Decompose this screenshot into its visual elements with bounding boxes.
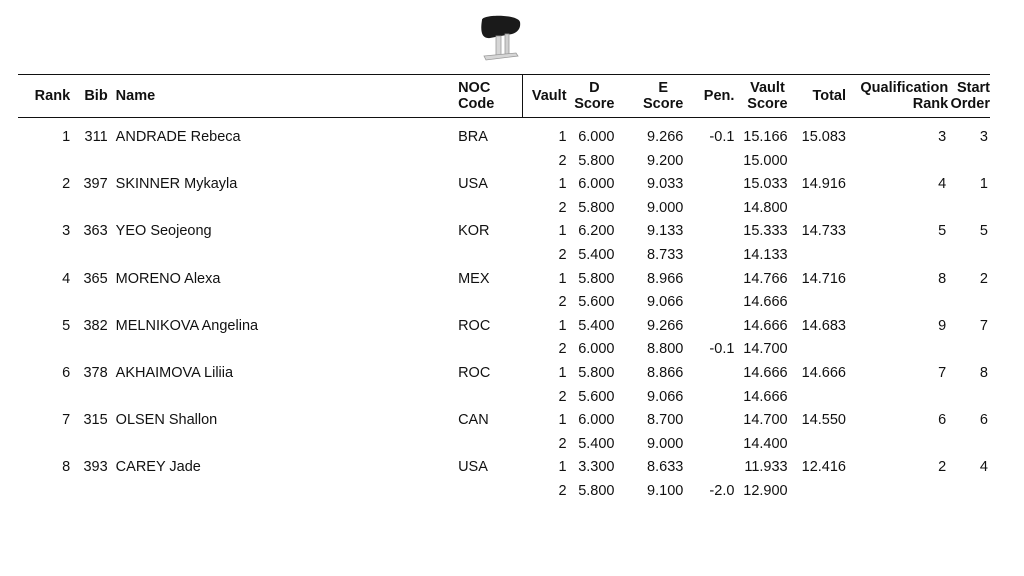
noc-cell: ROC bbox=[458, 317, 491, 334]
name-cell: ANDRADE Rebeca bbox=[115, 129, 241, 145]
d-score-cell: 5.400 bbox=[578, 317, 615, 334]
bib-cell: 365 bbox=[83, 270, 108, 287]
vault-score-cell: 15.033 bbox=[743, 176, 788, 193]
col-penalty: Pen. bbox=[703, 88, 735, 104]
vault-number-cell: 2 bbox=[558, 482, 567, 499]
start-order-cell bbox=[948, 480, 990, 504]
start-order-cell bbox=[948, 291, 990, 315]
table-row bbox=[18, 173, 990, 197]
start-order-cell bbox=[948, 338, 990, 362]
rank-cell: 5 bbox=[62, 317, 71, 334]
e-score-cell: 9.100 bbox=[647, 482, 684, 499]
noc-cell bbox=[458, 386, 523, 410]
noc-cell bbox=[458, 480, 523, 504]
name-cell bbox=[108, 338, 458, 362]
penalty-cell bbox=[683, 409, 734, 433]
name-cell: MORENO Alexa bbox=[115, 270, 221, 287]
vault-number-cell: 2 bbox=[558, 152, 567, 169]
total-cell: 14.733 bbox=[801, 223, 846, 240]
bib-cell: 315 bbox=[83, 412, 108, 429]
d-score-cell: 6.000 bbox=[578, 176, 615, 193]
noc-cell: CAN bbox=[458, 412, 489, 429]
qualification-rank-cell bbox=[846, 291, 948, 315]
d-score-cell: 5.600 bbox=[578, 294, 615, 311]
e-score-cell: 9.266 bbox=[647, 317, 684, 334]
penalty-cell: -0.1 bbox=[709, 341, 735, 358]
table-row bbox=[18, 409, 990, 433]
name-cell: SKINNER Mykayla bbox=[115, 176, 238, 193]
total-cell: 15.083 bbox=[801, 129, 846, 145]
name-cell: CAREY Jade bbox=[115, 459, 201, 476]
name-cell: MELNIKOVA Angelina bbox=[115, 317, 259, 334]
vault-score-cell: 14.666 bbox=[743, 388, 788, 405]
qualification-rank-cell: 3 bbox=[938, 129, 947, 145]
vault-score-cell: 15.333 bbox=[743, 223, 788, 240]
vault-number-cell: 1 bbox=[558, 364, 567, 381]
qualification-rank-cell bbox=[846, 150, 948, 174]
vault-number-cell: 1 bbox=[558, 270, 567, 287]
vault-number-cell: 2 bbox=[558, 246, 567, 263]
qualification-rank-cell bbox=[846, 197, 948, 221]
table-row bbox=[18, 268, 990, 292]
start-order-cell: 7 bbox=[979, 317, 988, 334]
name-cell bbox=[108, 480, 458, 504]
vault-table-icon bbox=[476, 12, 524, 64]
e-score-cell: 8.866 bbox=[647, 364, 684, 381]
vault-number-cell: 1 bbox=[558, 459, 567, 476]
vault-number-cell: 1 bbox=[558, 317, 567, 334]
noc-cell bbox=[458, 197, 523, 221]
rank-cell bbox=[18, 480, 70, 504]
vault-number-cell: 2 bbox=[558, 435, 567, 452]
rank-cell bbox=[18, 433, 70, 457]
bib-cell bbox=[70, 244, 108, 268]
bib-cell bbox=[70, 197, 108, 221]
rank-cell: 6 bbox=[62, 364, 71, 381]
e-score-cell: 9.200 bbox=[647, 152, 684, 169]
vault-score-cell: 14.400 bbox=[743, 435, 788, 452]
table-row bbox=[18, 338, 990, 362]
rank-cell: 8 bbox=[62, 459, 71, 476]
d-score-cell: 5.800 bbox=[578, 482, 615, 499]
col-noc-code: NOC Code bbox=[458, 75, 523, 118]
noc-cell bbox=[458, 338, 523, 362]
vault-score-cell: 14.666 bbox=[743, 294, 788, 311]
total-cell bbox=[788, 338, 846, 362]
start-order-cell bbox=[948, 197, 990, 221]
penalty-cell: -2.0 bbox=[709, 482, 735, 499]
name-cell bbox=[108, 291, 458, 315]
table-row bbox=[18, 480, 990, 504]
e-score-cell: 8.966 bbox=[647, 270, 684, 287]
bib-cell: 378 bbox=[83, 364, 108, 381]
table-row bbox=[18, 220, 990, 244]
vault-number-cell: 2 bbox=[558, 341, 567, 358]
penalty-cell bbox=[683, 197, 734, 221]
e-score-cell: 9.000 bbox=[647, 435, 684, 452]
noc-cell: USA bbox=[458, 176, 488, 193]
vault-number-cell: 1 bbox=[558, 129, 567, 145]
total-cell bbox=[788, 150, 846, 174]
total-cell bbox=[788, 480, 846, 504]
penalty-cell bbox=[683, 456, 734, 480]
table-row bbox=[18, 291, 990, 315]
e-score-cell: 8.800 bbox=[647, 341, 684, 358]
rank-cell bbox=[18, 386, 70, 410]
qualification-rank-cell: 7 bbox=[938, 364, 947, 381]
col-qualification-rank: Qualification Rank bbox=[860, 80, 949, 112]
start-order-cell bbox=[948, 386, 990, 410]
col-d-score: D Score bbox=[574, 80, 615, 112]
vault-number-cell: 2 bbox=[558, 388, 567, 405]
bib-cell: 393 bbox=[83, 459, 108, 476]
noc-cell: MEX bbox=[458, 270, 490, 287]
rank-cell bbox=[18, 244, 70, 268]
table-row bbox=[18, 126, 990, 150]
bib-cell bbox=[70, 291, 108, 315]
qualification-rank-cell bbox=[846, 433, 948, 457]
vault-number-cell: 1 bbox=[558, 412, 567, 429]
name-cell: AKHAIMOVA Liliia bbox=[115, 364, 234, 381]
bib-cell: 311 bbox=[84, 129, 108, 145]
bib-cell bbox=[70, 480, 108, 504]
rank-cell: 7 bbox=[62, 412, 71, 429]
d-score-cell: 6.000 bbox=[578, 412, 615, 429]
rank-cell: 2 bbox=[62, 176, 71, 193]
qualification-rank-cell bbox=[846, 338, 948, 362]
vault-number-cell: 2 bbox=[558, 199, 567, 216]
penalty-cell bbox=[683, 150, 734, 174]
start-order-cell: 6 bbox=[979, 412, 988, 429]
bib-cell bbox=[70, 386, 108, 410]
start-order-cell bbox=[948, 433, 990, 457]
vault-score-cell: 12.900 bbox=[743, 482, 788, 499]
qualification-rank-cell: 4 bbox=[938, 176, 947, 193]
total-cell bbox=[788, 291, 846, 315]
noc-cell: KOR bbox=[458, 223, 490, 240]
penalty-cell bbox=[683, 433, 734, 457]
col-name: Name bbox=[115, 88, 156, 104]
qualification-rank-cell bbox=[846, 244, 948, 268]
bib-cell bbox=[70, 338, 108, 362]
results-table-container bbox=[18, 74, 990, 504]
qualification-rank-cell bbox=[846, 386, 948, 410]
col-total: Total bbox=[812, 88, 846, 104]
start-order-cell: 8 bbox=[979, 364, 988, 381]
table-row bbox=[18, 386, 990, 410]
qualification-rank-cell: 8 bbox=[938, 270, 947, 287]
total-cell bbox=[788, 433, 846, 457]
name-cell: OLSEN Shallon bbox=[115, 412, 218, 429]
name-cell bbox=[108, 244, 458, 268]
penalty-cell bbox=[683, 268, 734, 292]
bib-cell bbox=[70, 433, 108, 457]
table-row bbox=[18, 433, 990, 457]
vault-number-cell: 2 bbox=[558, 294, 567, 311]
d-score-cell: 5.400 bbox=[578, 435, 615, 452]
penalty-cell bbox=[683, 386, 734, 410]
d-score-cell: 5.400 bbox=[578, 246, 615, 263]
bib-cell: 363 bbox=[83, 223, 108, 240]
start-order-cell: 5 bbox=[979, 223, 988, 240]
total-cell: 14.550 bbox=[801, 412, 846, 429]
e-score-cell: 9.266 bbox=[647, 129, 684, 145]
vault-score-cell: 14.133 bbox=[743, 246, 788, 263]
vault-score-cell: 14.700 bbox=[743, 341, 788, 358]
name-cell bbox=[108, 386, 458, 410]
total-cell bbox=[788, 197, 846, 221]
vault-score-cell: 14.766 bbox=[743, 270, 788, 287]
name-cell bbox=[108, 433, 458, 457]
penalty-cell bbox=[683, 244, 734, 268]
bib-cell bbox=[70, 150, 108, 174]
rank-cell: 1 bbox=[62, 129, 71, 145]
d-score-cell: 5.600 bbox=[578, 388, 615, 405]
qualification-rank-cell: 6 bbox=[938, 412, 947, 429]
bib-cell: 382 bbox=[83, 317, 108, 334]
rank-cell bbox=[18, 338, 70, 362]
d-score-cell: 6.000 bbox=[578, 341, 615, 358]
rank-cell bbox=[18, 197, 70, 221]
d-score-cell: 6.000 bbox=[578, 129, 615, 145]
total-cell: 12.416 bbox=[801, 459, 846, 476]
vault-number-cell: 1 bbox=[558, 176, 567, 193]
col-vault: Vault bbox=[531, 88, 567, 104]
e-score-cell: 9.033 bbox=[647, 176, 684, 193]
e-score-cell: 9.133 bbox=[647, 223, 684, 240]
name-cell: YEO Seojeong bbox=[115, 223, 212, 240]
vault-score-cell: 14.800 bbox=[743, 199, 788, 216]
e-score-cell: 8.733 bbox=[647, 246, 684, 263]
noc-cell bbox=[458, 291, 523, 315]
col-start-order: Start Order bbox=[950, 80, 990, 112]
qualification-rank-cell: 5 bbox=[938, 223, 947, 240]
col-rank: Rank bbox=[34, 88, 71, 104]
rank-cell bbox=[18, 291, 70, 315]
total-cell: 14.683 bbox=[801, 317, 846, 334]
vault-score-cell: 15.000 bbox=[743, 152, 788, 169]
vault-score-cell: 14.666 bbox=[743, 364, 788, 381]
d-score-cell: 5.800 bbox=[578, 364, 615, 381]
penalty-cell bbox=[683, 291, 734, 315]
table-body bbox=[18, 118, 990, 504]
start-order-cell: 4 bbox=[979, 459, 988, 476]
e-score-cell: 8.700 bbox=[647, 412, 684, 429]
name-cell bbox=[108, 150, 458, 174]
e-score-cell: 9.066 bbox=[647, 388, 684, 405]
e-score-cell: 9.000 bbox=[647, 199, 684, 216]
noc-cell bbox=[458, 244, 523, 268]
start-order-cell: 2 bbox=[979, 270, 988, 287]
rank-cell: 3 bbox=[62, 223, 71, 240]
table-row bbox=[18, 244, 990, 268]
table-row bbox=[18, 315, 990, 339]
table-row bbox=[18, 456, 990, 480]
penalty-cell: -0.1 bbox=[709, 129, 735, 145]
vault-number-cell: 1 bbox=[558, 223, 567, 240]
col-bib: Bib bbox=[84, 88, 108, 104]
results-table bbox=[18, 74, 990, 504]
noc-cell bbox=[458, 150, 523, 174]
start-order-cell: 3 bbox=[979, 129, 988, 145]
rank-cell bbox=[18, 150, 70, 174]
penalty-cell bbox=[683, 220, 734, 244]
total-cell: 14.916 bbox=[801, 176, 846, 193]
rank-cell: 4 bbox=[62, 270, 71, 287]
col-vault-score: Vault Score bbox=[747, 80, 788, 112]
penalty-cell bbox=[683, 362, 734, 386]
total-cell bbox=[788, 244, 846, 268]
e-score-cell: 8.633 bbox=[647, 459, 684, 476]
table-row bbox=[18, 150, 990, 174]
vault-score-cell: 15.166 bbox=[743, 129, 788, 145]
start-order-cell bbox=[948, 150, 990, 174]
bib-cell: 397 bbox=[83, 176, 108, 193]
vault-score-cell: 14.666 bbox=[743, 317, 788, 334]
start-order-cell: 1 bbox=[979, 176, 988, 193]
total-cell: 14.716 bbox=[801, 270, 846, 287]
vault-score-cell: 11.933 bbox=[744, 459, 788, 476]
col-e-score: E Score bbox=[643, 80, 684, 112]
qualification-rank-cell bbox=[846, 480, 948, 504]
penalty-cell bbox=[683, 315, 734, 339]
d-score-cell: 5.800 bbox=[578, 270, 615, 287]
d-score-cell: 6.200 bbox=[578, 223, 615, 240]
d-score-cell: 5.800 bbox=[578, 199, 615, 216]
total-cell: 14.666 bbox=[801, 364, 846, 381]
d-score-cell: 3.300 bbox=[578, 459, 615, 476]
total-cell bbox=[788, 386, 846, 410]
table-header bbox=[18, 75, 990, 118]
e-score-cell: 9.066 bbox=[647, 294, 684, 311]
table-row bbox=[18, 362, 990, 386]
vault-score-cell: 14.700 bbox=[743, 412, 788, 429]
noc-cell: ROC bbox=[458, 364, 491, 381]
noc-cell: USA bbox=[458, 459, 488, 476]
penalty-cell bbox=[683, 173, 734, 197]
table-row bbox=[18, 197, 990, 221]
d-score-cell: 5.800 bbox=[578, 152, 615, 169]
noc-cell bbox=[458, 433, 523, 457]
noc-cell: BRA bbox=[458, 129, 488, 145]
start-order-cell bbox=[948, 244, 990, 268]
qualification-rank-cell: 9 bbox=[938, 317, 947, 334]
qualification-rank-cell: 2 bbox=[938, 459, 947, 476]
name-cell bbox=[108, 197, 458, 221]
